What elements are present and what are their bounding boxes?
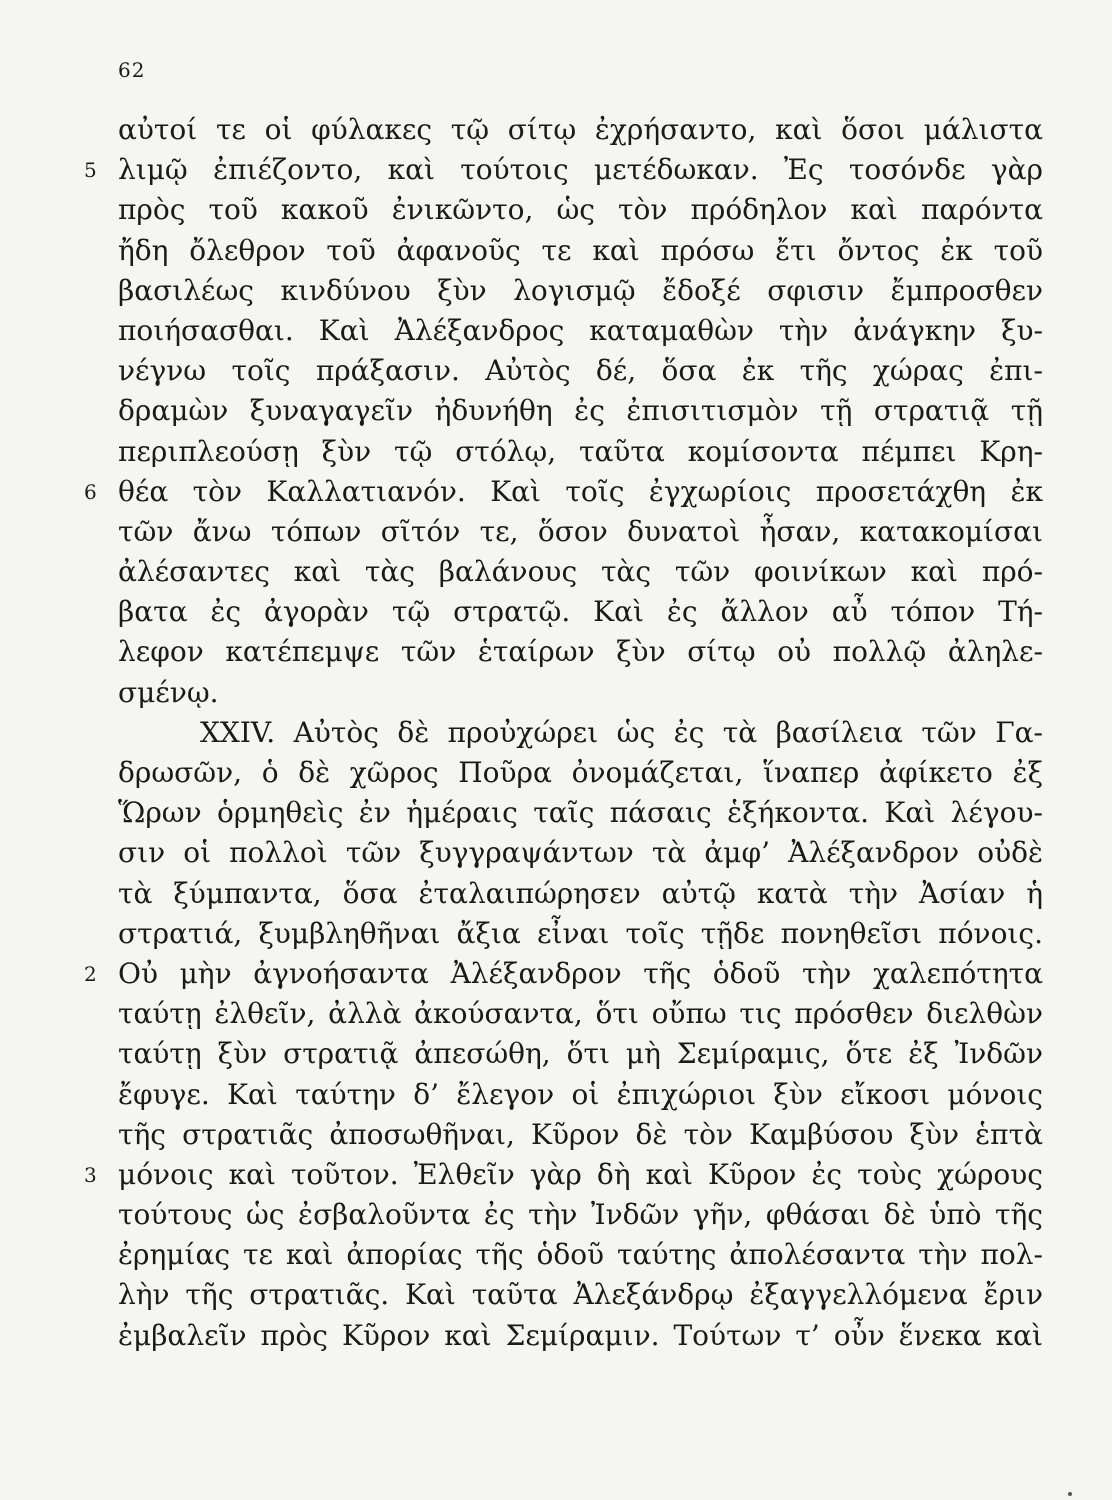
line-text: βασιλέως κινδύνου ξὺν λογισμῷ ἔδοξέ σφισιν ἔμπροσθεν <box>118 273 1043 307</box>
line-text: ταύτῃ ξὺν στρατιᾷ ἀπεσώθη, ὅτι μὴ Σεμίραμις, ὅτε ἐξ Ἰνδῶν <box>118 1037 1043 1071</box>
line-text: τὰ ξύμπαντα, ὅσα ἐταλαιπώρησεν αὐτῷ κατὰ τὴν Ἀσίαν ἡ <box>118 876 1043 910</box>
line-text: λεφον κατέπεμψε τῶν ἑταίρων ξὺν σίτῳ οὐ πολλῷ ἀληλε- <box>118 635 1043 669</box>
page-mark <box>1068 1492 1072 1496</box>
line-text: XXIV. Αὐτὸς δὲ προὐχώρει ὡς ἐς τὰ βασίλεια τῶν Γα- <box>200 715 1043 749</box>
text-line <box>118 271 1043 311</box>
line-text: ποιήσασθαι. Καὶ Ἀλέξανδρος καταμαθὼν τὴν ἀνάγκην ξυ- <box>118 313 1043 347</box>
text-line <box>118 1235 1043 1275</box>
text-line <box>118 1195 1043 1235</box>
section-number: 3 <box>84 1162 97 1187</box>
text-line <box>118 1115 1043 1155</box>
line-text: τῶν ἄνω τόπων σῖτόν τε, ὅσον δυνατοὶ ἦσαν, κατακομίσαι <box>118 514 1043 548</box>
text-line <box>118 512 1043 552</box>
line-text: βατα ἐς ἀγορὰν τῷ στρατῷ. Καὶ ἐς ἄλλον αὖ τόπον Τή- <box>118 595 1043 629</box>
line-text: τῆς στρατιᾶς ἀποσωθῆναι, Κῦρον δὲ τὸν Καμβύσου ξὺν ἑπτὰ <box>118 1117 1043 1151</box>
line-text: σμένῳ. <box>118 675 219 709</box>
text-line <box>118 231 1043 271</box>
text-line <box>84 954 1043 994</box>
section-number: 5 <box>84 158 97 183</box>
text-line <box>118 914 1043 954</box>
text-line <box>84 150 1043 190</box>
text-line <box>118 351 1043 391</box>
line-text: λιμῷ ἐπιέζοντο, καὶ τούτοις μετέδωκαν. Ἐς τοσόνδε γὰρ <box>118 153 1043 187</box>
line-text: Οὐ μὴν ἀγνοήσαντα Ἀλέξανδρον τῆς ὁδοῦ τὴν χαλεπότητα <box>118 956 1043 990</box>
line-text: περιπλεούσῃ ξὺν τῷ στόλῳ, ταῦτα κομίσοντα πέμπει Κρη- <box>118 434 1043 468</box>
text-line <box>118 391 1043 431</box>
line-text: δραμὼν ξυναγαγεῖν ἠδυνήθη ἐς ἐπισιτισμὸν τῇ στρατιᾷ τῇ <box>118 394 1043 428</box>
line-text: ἔφυγε. Καὶ ταύτην δ’ ἔλεγον οἱ ἐπιχώριοι ξὺν εἴκοσι μόνοις <box>118 1077 1043 1111</box>
line-text: ἤδη ὄλεθρον τοῦ ἀφανοῦς τε καὶ πρόσω ἔτι ὄντος ἐκ τοῦ <box>118 233 1043 267</box>
line-text: ἀλέσαντες καὶ τὰς βαλάνους τὰς τῶν φοινίκων καὶ πρό- <box>118 555 1043 589</box>
line-text: τούτους ὡς ἐσβαλοῦντα ἐς τὴν Ἰνδῶν γῆν, φθάσαι δὲ ὑπὸ τῆς <box>118 1198 1043 1232</box>
page-number: 62 <box>118 58 146 82</box>
text-line <box>118 1034 1043 1074</box>
text-line <box>118 713 1043 753</box>
line-text: μόνοις καὶ τοῦτον. Ἐλθεῖν γὰρ δὴ καὶ Κῦρον ἐς τοὺς χώρους <box>118 1157 1043 1191</box>
text-line <box>118 190 1043 230</box>
line-text: δρωσῶν, ὁ δὲ χῶρος Ποῦρα ὀνομάζεται, ἵναπερ ἀφίκετο ἐξ <box>118 756 1043 789</box>
text-line <box>118 1316 1043 1356</box>
line-text: λὴν τῆς στρατιᾶς. Καὶ ταῦτα Ἀλεξάνδρῳ ἐξαγγελλόμενα ἔριν <box>118 1278 1043 1312</box>
text-line <box>118 1075 1043 1115</box>
text-line <box>118 311 1043 351</box>
text-line <box>118 1275 1043 1315</box>
line-text: νέγνω τοῖς πράξασιν. Αὐτὸς δέ, ὅσα ἐκ τῆς χώρας ἐπι- <box>118 354 1043 388</box>
text-line <box>84 1155 1043 1195</box>
line-text: ταύτῃ ἐλθεῖν, ἀλλὰ ἀκούσαντα, ὅτι οὔπω τις πρόσθεν διελθὼν <box>118 997 1043 1031</box>
line-text: στρατιά, ξυμβληθῆναι ἄξια εἶναι τοῖς τῇδε πονηθεῖσι πόνοις. <box>118 916 1043 950</box>
text-line <box>118 753 1043 793</box>
line-text: πρὸς τοῦ κακοῦ ἐνικῶντο, ὡς τὸν πρόδηλον καὶ παρόντα <box>118 193 1043 227</box>
section-number: 2 <box>84 961 97 986</box>
line-text: σιν οἱ πολλοὶ τῶν ξυγγραψάντων τὰ ἀμφ’ Ἀλέξανδρον οὐδὲ <box>118 836 1043 870</box>
text-body <box>84 110 1043 1356</box>
line-text: θέα τὸν Καλλατιανόν. Καὶ τοῖς ἐγχωρίοις προσετάχθη ἐκ <box>118 474 1043 508</box>
text-line <box>84 472 1043 512</box>
text-line <box>118 592 1043 632</box>
text-line <box>118 432 1043 472</box>
text-line <box>118 874 1043 914</box>
text-line <box>118 673 1043 713</box>
line-text: αὐτοί τε οἱ φύλακες τῷ σίτῳ ἐχρήσαντο, καὶ ὅσοι μάλιστα <box>118 113 1043 146</box>
line-text: ἐμβαλεῖν πρὸς Κῦρον καὶ Σεμίραμιν. Τούτων τ’ οὖν ἕνεκα καὶ <box>118 1318 1043 1352</box>
line-text: Ὥρων ὁρμηθεὶς ἐν ἡμέραις ταῖς πάσαις ἑξήκοντα. Καὶ λέγου- <box>118 796 1043 830</box>
section-number: 6 <box>84 479 97 504</box>
text-line <box>118 994 1043 1034</box>
text-line <box>118 110 1043 150</box>
text-line <box>118 833 1043 873</box>
text-line <box>118 632 1043 672</box>
line-text: ἐρημίας τε καὶ ἀπορίας τῆς ὁδοῦ ταύτης ἀπολέσαντα τὴν πολ- <box>118 1238 1043 1272</box>
text-line <box>118 793 1043 833</box>
text-line <box>118 552 1043 592</box>
